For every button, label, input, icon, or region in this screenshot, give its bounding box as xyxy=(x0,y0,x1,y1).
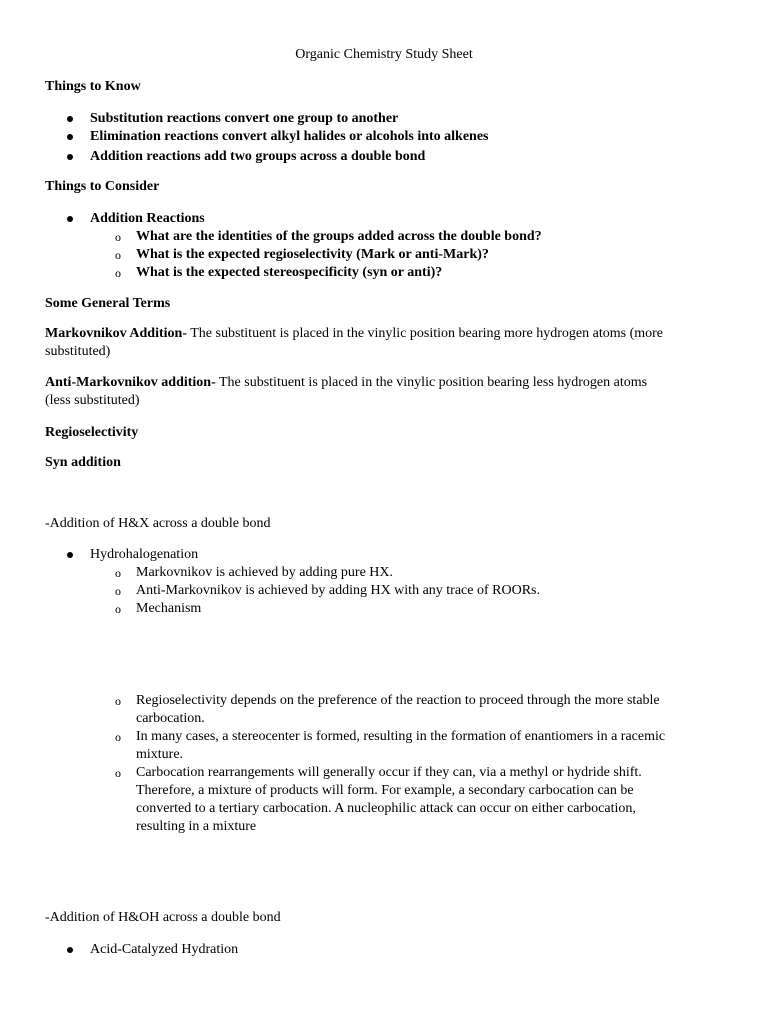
definition-text: The substituent is placed in the vinylic position bearing more hydrogen atoms (more xyxy=(186,326,664,341)
sub-bullet-icon: o xyxy=(115,730,121,744)
bullet-icon xyxy=(67,116,73,122)
note-line: In many cases, a stereocenter is formed, resulting in the formation of enantiomers in a racemic xyxy=(136,729,666,744)
markovnikov-definition xyxy=(45,325,722,343)
sub-bullet-icon: o xyxy=(115,230,121,244)
term-syn-addition: Syn addition xyxy=(45,455,121,470)
definition-text: (less substituted) xyxy=(45,393,140,408)
note-line: resulting in a mixture xyxy=(136,819,257,834)
sub-list-item: Markovnikov is achieved by adding pure HX. xyxy=(136,565,393,580)
sub-bullet-icon: o xyxy=(115,266,121,280)
list-item: Hydrohalogenation xyxy=(90,547,199,562)
heading-things-to-consider: Things to Consider xyxy=(45,179,160,194)
heading-general-terms: Some General Terms xyxy=(45,296,171,311)
sub-bullet-icon: o xyxy=(115,766,121,780)
sub-list-item: Mechanism xyxy=(136,601,202,616)
bullet-icon xyxy=(67,134,73,140)
sub-bullet-icon: o xyxy=(115,584,121,598)
bullet-icon xyxy=(67,216,73,222)
list-item: Substitution reactions convert one group to another xyxy=(90,111,399,126)
sub-list-item: What is the expected stereospecificity (syn or anti)? xyxy=(136,265,443,280)
definition-text: substituted) xyxy=(45,344,111,359)
document-title: Organic Chemistry Study Sheet xyxy=(295,47,473,62)
sub-list-item: What are the identities of the groups added across the double bond? xyxy=(136,229,542,244)
note-line: carbocation. xyxy=(136,711,205,726)
bullet-icon xyxy=(67,154,73,160)
list-item: Elimination reactions convert alkyl halides or alcohols into alkenes xyxy=(90,129,489,144)
list-item: Addition Reactions xyxy=(90,211,205,226)
note-line: Regioselectivity depends on the preference of the reaction to proceed through the more stable xyxy=(136,693,660,708)
definition-text: The substituent is placed in the vinylic position bearing less hydrogen atoms xyxy=(215,375,648,390)
section-heading-hx: -Addition of H&X across a double bond xyxy=(45,516,271,531)
sub-list-item: What is the expected regioselectivity (Mark or anti-Mark)? xyxy=(136,247,489,262)
sub-bullet-icon: o xyxy=(115,694,121,708)
list-item: Addition reactions add two groups across a double bond xyxy=(90,149,426,164)
note-line: mixture. xyxy=(136,747,184,762)
section-heading-hoh: -Addition of H&OH across a double bond xyxy=(45,910,281,925)
note-line: converted to a tertiary carbocation. A nucleophilic attack can occur on either carbocation, xyxy=(136,801,636,816)
list-item: Acid-Catalyzed Hydration xyxy=(90,942,239,957)
note-line: Carbocation rearrangements will generally occur if they can, via a methyl or hydride shift. xyxy=(136,765,642,780)
sub-bullet-icon: o xyxy=(115,602,121,616)
bullet-icon xyxy=(67,552,73,558)
term-anti-markovnikov: Anti-Markovnikov addition- xyxy=(45,375,216,390)
anti-markovnikov-definition xyxy=(45,374,722,392)
term-regioselectivity: Regioselectivity xyxy=(45,425,139,440)
note-line: Therefore, a mixture of products will form. For example, a secondary carbocation can be xyxy=(136,783,634,798)
sub-list-item: Anti-Markovnikov is achieved by adding HX with any trace of ROORs. xyxy=(136,583,540,598)
bullet-icon xyxy=(67,947,73,953)
term-markovnikov: Markovnikov Addition- xyxy=(45,326,187,341)
heading-things-to-know: Things to Know xyxy=(45,79,141,94)
sub-bullet-icon: o xyxy=(115,248,121,262)
sub-bullet-icon: o xyxy=(115,566,121,580)
